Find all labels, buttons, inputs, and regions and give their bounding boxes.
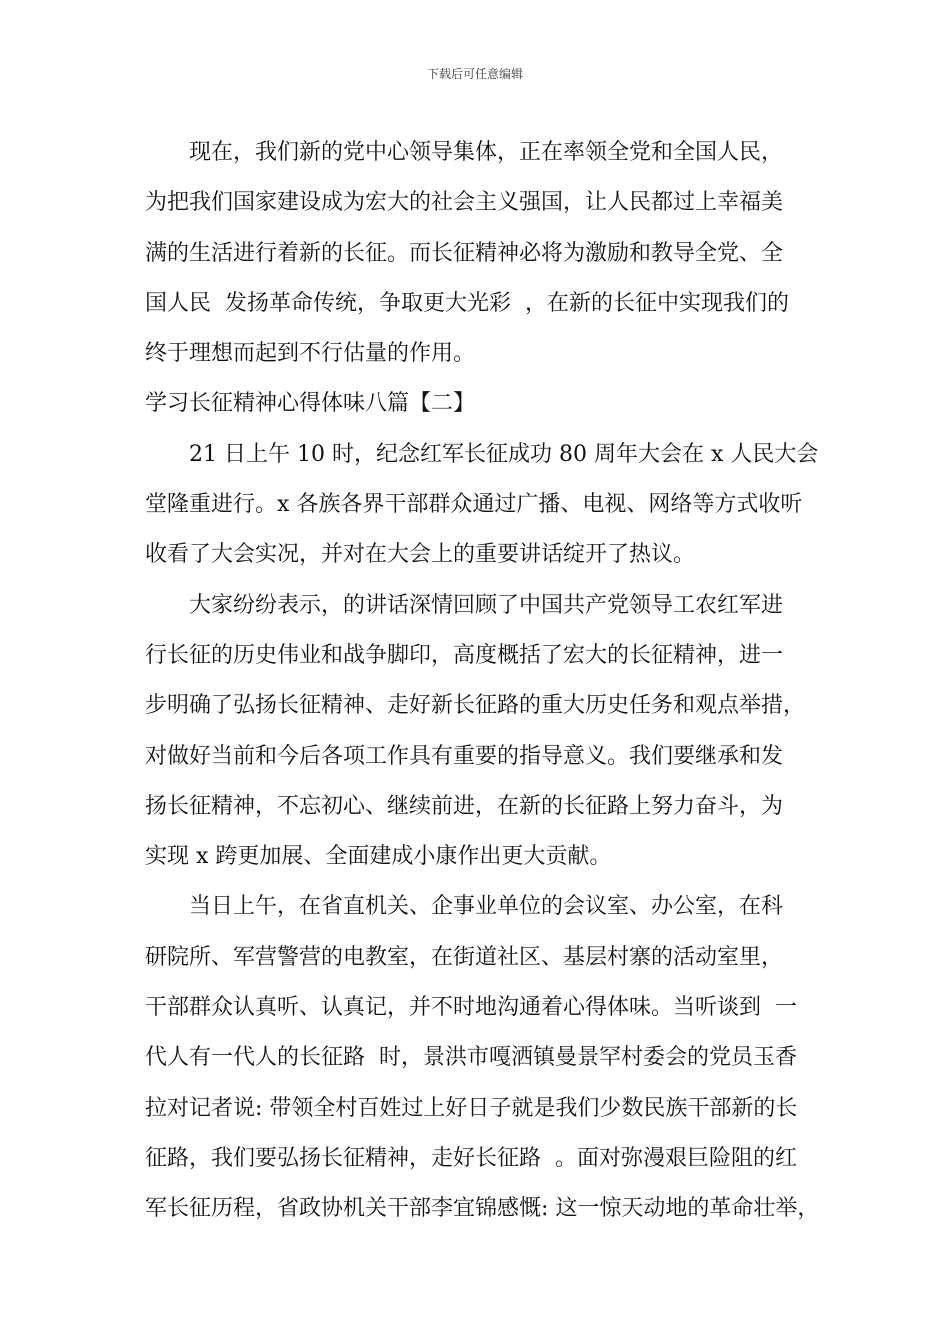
page-header: 下载后可任意编辑 bbox=[426, 67, 523, 81]
text-line: 为把我们国家建设成为宏大的社会主义强国，让人民都过上幸福美 bbox=[145, 190, 784, 216]
text-line: 军长征历程，省政协机关干部李宜锦感慨: 这一惊天动地的革命壮举， bbox=[145, 1196, 820, 1222]
text-line: 终于理想而起到不行估量的作用。 bbox=[145, 341, 476, 367]
section-heading: 学习长征精神心得体味八篇【二】 bbox=[145, 391, 476, 417]
text-line: 征路，我们要弘扬长征精神，走好长征路 。面对弥漫艰巨险阻的红 bbox=[145, 1145, 797, 1171]
text-line: 代人有一代人的长征路 时，景洪市嘎洒镇曼景罕村委会的党员玉香 bbox=[145, 1045, 797, 1071]
text-line: 实现 x 跨更加展、全面建成小康作出更大贡献。 bbox=[145, 844, 612, 870]
text-line: 研院所、军营警营的电教室，在街道社区、基层村寨的活动室里， bbox=[145, 944, 784, 970]
text-line: 拉对记者说: 带领全村百姓过上好日子就是我们少数民族干部新的长 bbox=[145, 1095, 798, 1121]
text-line: 当日上午，在省直机关、企事业单位的会议室、办公室，在科 bbox=[189, 894, 784, 920]
text-line: 堂隆重进行。x 各族各界干部群众通过广播、电视、网络等方式收听 bbox=[145, 492, 803, 518]
text-line: 行长征的历史伟业和战争脚印，高度概括了宏大的长征精神，进一 bbox=[145, 642, 784, 668]
text-line: 国人民 发扬革命传统，争取更大光彩 ，在新的长征中实现我们的 bbox=[145, 290, 789, 316]
text-line: 收看了大会实况，并对在大会上的重要讲话绽开了热议。 bbox=[145, 542, 696, 568]
text-line: 满的生活进行着新的长征。而长征精神必将为激励和教导全党、全 bbox=[145, 240, 784, 266]
text-line: 21 日上午 10 时，纪念红军长征成功 80 周年大会在 x 人民大会 bbox=[189, 441, 819, 467]
text-line: 扬长征精神，不忘初心、继续前进，在新的长征路上努力奋斗，为 bbox=[145, 793, 784, 819]
document-body bbox=[145, 128, 825, 1235]
text-line: 大家纷纷表示，的讲话深情回顾了中国共产党领导工农红军进 bbox=[189, 592, 784, 618]
text-line: 对做好当前和今后各项工作具有重要的指导意义。我们要继承和发 bbox=[145, 743, 784, 769]
text-line: 步明确了弘扬长征精神、走好新长征路的重大历史任务和观点举措， bbox=[145, 693, 806, 719]
text-line: 现在，我们新的党中心领导集体，正在率领全党和全国人民， bbox=[189, 140, 784, 165]
text-line: 干部群众认真听、认真记，并不时地沟通着心得体味。当听谈到 一 bbox=[145, 995, 797, 1021]
